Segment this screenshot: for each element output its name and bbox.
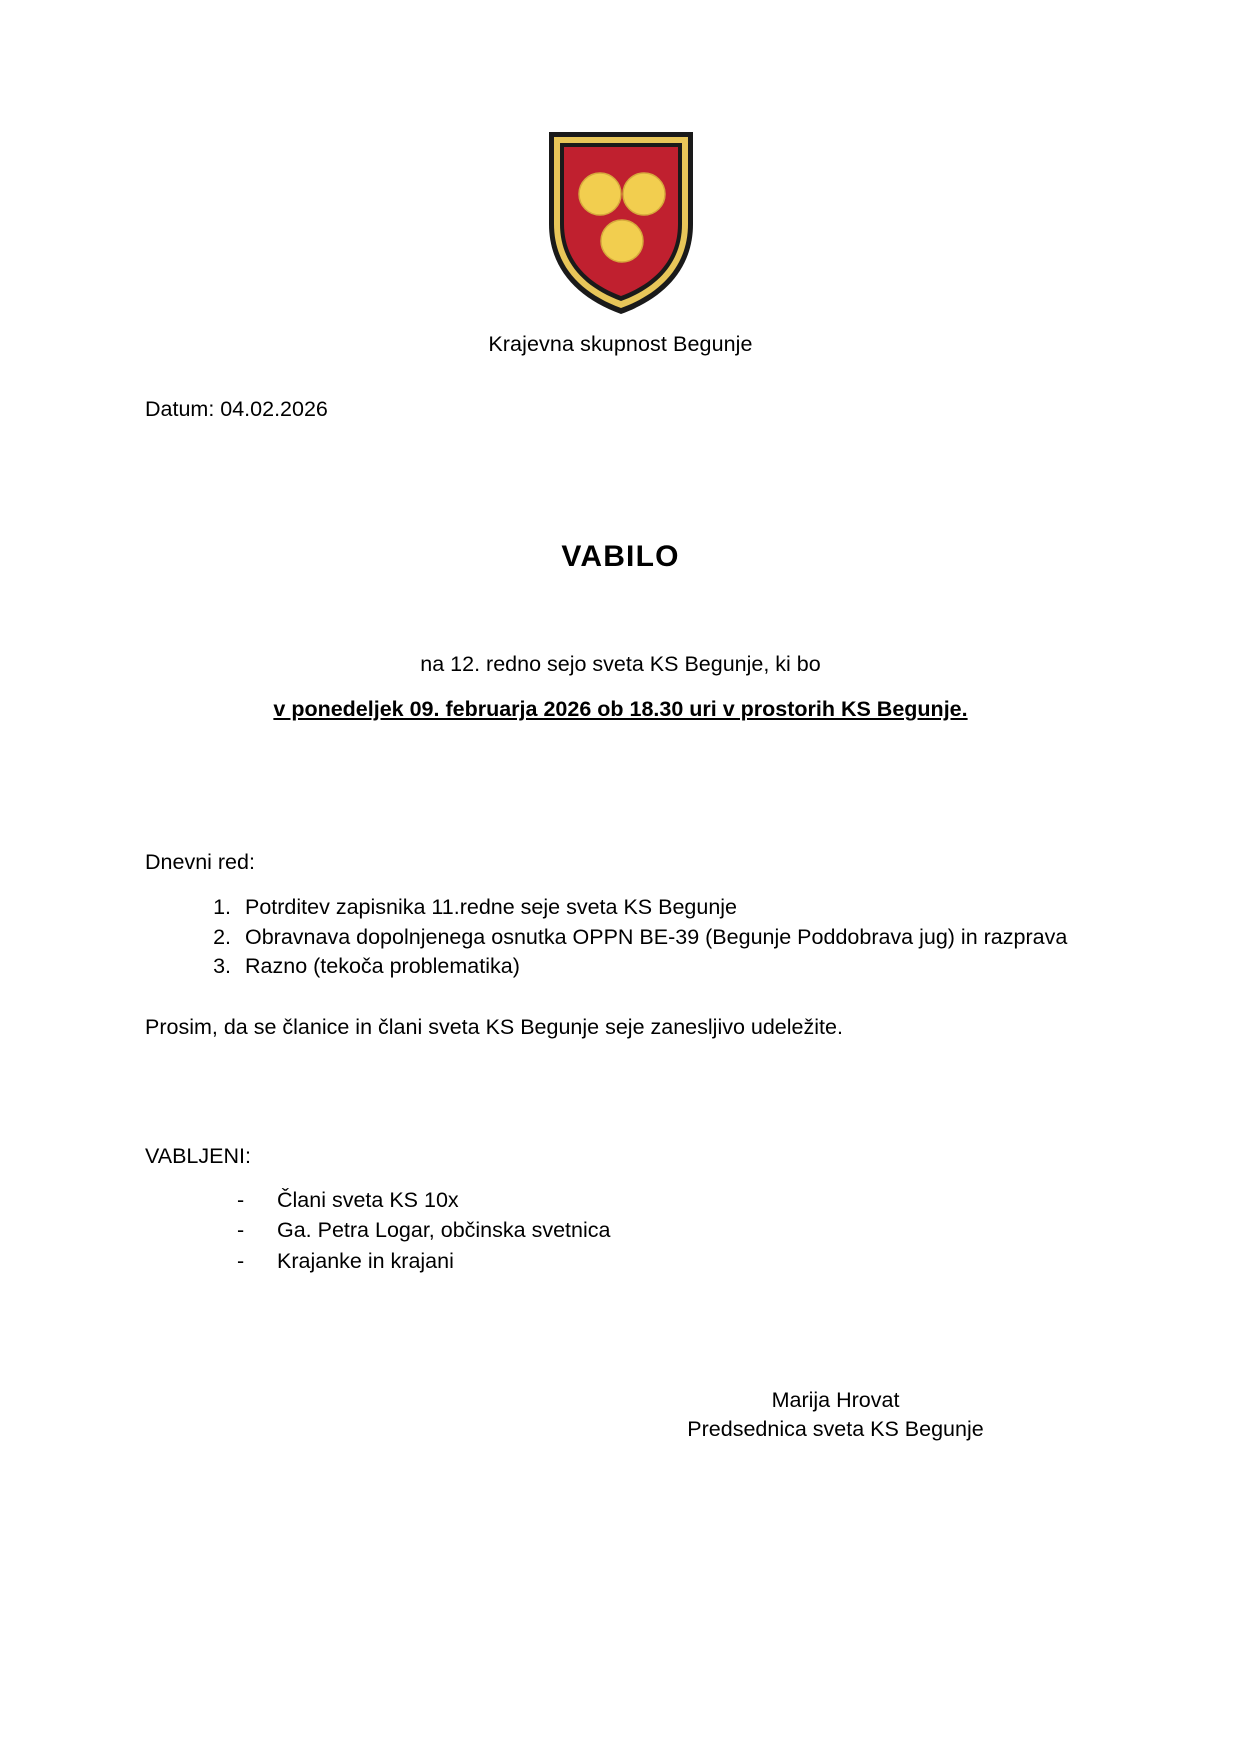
list-item: - Krajanke in krajani xyxy=(237,1246,1096,1277)
invited-label: VABLJENI: xyxy=(145,1143,251,1168)
invited-list xyxy=(145,1185,1096,1277)
agenda-label: Dnevni red: xyxy=(145,850,255,874)
attendance-request: Prosim, da se članice in člani sveta KS Begunje seje zanesljivo udeležite. xyxy=(145,1014,843,1039)
list-item: - Ga. Petra Logar, občinska svetnica xyxy=(237,1215,1096,1246)
signature-name: Marija Hrovat xyxy=(771,1388,900,1413)
list-item: 1. Potrditev zapisnika 11.redne seje sveta KS Begunje xyxy=(237,893,1096,922)
list-item: - Člani sveta KS 10x xyxy=(237,1185,1096,1216)
crest-container xyxy=(145,0,1096,318)
signature-role: Predsednica sveta KS Begunje xyxy=(687,1417,984,1442)
agenda-list xyxy=(145,893,1096,981)
list-item: 3. Razno (tekoča problematika) xyxy=(237,952,1096,981)
document-title: VABILO xyxy=(561,540,680,573)
list-item: 2. Obravnava dopolnjenega osnutka OPPN BE-39 (Begunje Poddobrava jug) in razprava xyxy=(237,923,1096,952)
organization-name: Krajevna skupnost Begunje xyxy=(488,332,753,356)
invitation-intro: na 12. redno sejo sveta KS Begunje, ki bo xyxy=(420,652,821,676)
date-line: Datum: 04.02.2026 xyxy=(145,397,328,421)
coat-of-arms-icon xyxy=(545,128,697,318)
meeting-details: v ponedeljek 09. februarja 2026 ob 18.30 uri v prostorih KS Begunje. xyxy=(273,697,968,721)
signature-block xyxy=(145,1386,1096,1444)
